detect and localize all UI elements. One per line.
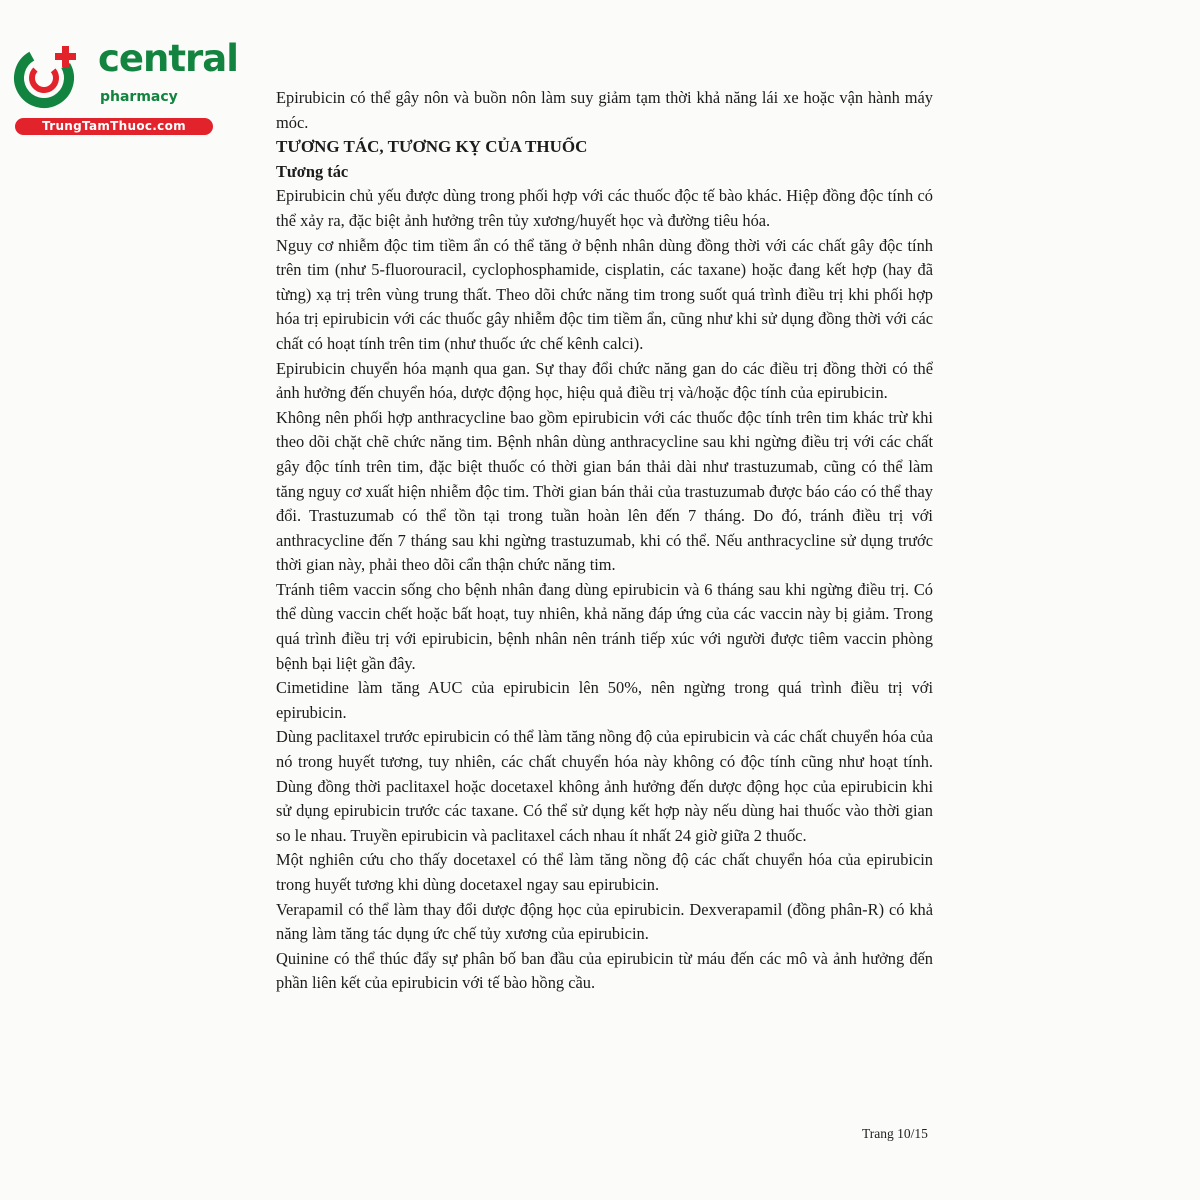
intro-paragraph: Epirubicin có thể gây nôn và buồn nôn làm suy giảm tạm thời khả năng lái xe hoặc vận hành máy móc. — [276, 88, 933, 132]
paragraph: Dùng paclitaxel trước epirubicin có thể làm tăng nồng độ của epirubicin và các chất chuyển hóa của nó trong huyết tương, tuy nhiên, các chất chuyển hóa này không có độc tính cũng như hoạt tính. Dùng đồng thời paclitaxel hoặc docetaxel không ảnh hưởng đến dược động học của epirubicin khi sử dụng epirubicin trước các taxane. Có thể sử dụng kết hợp này nếu dùng hai thuốc vào thời gian so le nhau. Truyền epirubicin và paclitaxel cách nhau ít nhất 24 giờ giữa 2 thuốc. — [276, 727, 933, 845]
central-pharmacy-logo — [10, 37, 238, 138]
pharmacy-cross-icon — [10, 40, 82, 112]
logo-subtitle: pharmacy — [100, 89, 178, 105]
paragraph: Một nghiên cứu cho thấy docetaxel có thể làm tăng nồng độ các chất chuyển hóa của epirubicin trong huyết tương khi dùng docetaxel ngay sau epirubicin. — [276, 850, 933, 894]
paragraph: Epirubicin chuyển hóa mạnh qua gan. Sự thay đổi chức năng gan do các điều trị đồng thời có thể ảnh hưởng đến chuyển hóa, dược động học, hiệu quả điều trị và/hoặc độc tính của epirubicin. — [276, 358, 933, 403]
paragraph: Epirubicin chủ yếu được dùng trong phối hợp với các thuốc độc tế bào khác. Hiệp đồng độc tính có thể xảy ra, đặc biệt ảnh hưởng trên tủy xương/huyết học và đường tiêu hóa. — [276, 186, 933, 230]
paragraph: Không nên phối hợp anthracycline bao gồm epirubicin với các thuốc độc tính trên tim khác trừ khi theo dõi chặt chẽ chức năng tim. Bệnh nhân dùng anthracycline sau khi ngừng điều trị với các chất gây độc tính trên tim, đặc biệt thuốc có thời gian bán thải dài như trastuzumab, cũng có thể làm tăng nguy cơ xuất hiện nhiễm độc tim. Thời gian bán thải của trastuzumab được báo cáo có thể thay đổi. Trastuzumab có thể tồn tại trong tuần hoàn lên đến 7 tháng. Do đó, tránh điều trị với anthracycline đến 7 tháng sau khi ngừng trastuzumab, khi có thể. Nếu anthracycline sử dụng trước thời gian này, phải theo dõi cẩn thận chức năng tim. — [276, 407, 933, 575]
page-number: Trang 10/15 — [862, 1126, 928, 1141]
subsection-title: Tương tác — [276, 161, 349, 181]
paragraph: Quinine có thể thúc đẩy sự phân bố ban đầu của epirubicin từ máu đến các mô và ảnh hưởng đến phần liên kết của epirubicin với tế bào hồng cầu. — [276, 948, 933, 993]
document-body — [276, 86, 933, 996]
paragraph: Verapamil có thể làm thay đổi dược động học của epirubicin. Dexverapamil (đồng phân-R) có khả năng làm tăng tác dụng ức chế tủy xương của epirubicin. — [276, 899, 933, 944]
logo-banner: TrungTamThuoc.com — [15, 118, 213, 135]
paragraph: Nguy cơ nhiễm độc tim tiềm ẩn có thể tăng ở bệnh nhân dùng đồng thời với các chất gây độc tính trên tim (như 5-fluorouracil, cyclophosphamide, cisplatin, các taxane) hoặc đang kết hợp (hay đã từng) xạ trị trên vùng trung thất. Theo dõi chức năng tim trong suốt quá trình điều trị khi phối hợp hóa trị epirubicin với các thuốc gây nhiễm độc tim tiềm ẩn, cũng như khi sử dụng đồng thời với các chất có hoạt tính trên tim (như thuốc ức chế kênh calci). — [276, 235, 933, 353]
paragraph: Tránh tiêm vaccin sống cho bệnh nhân đang dùng epirubicin và 6 tháng sau khi ngừng điều trị. Có thể dùng vaccin chết hoặc bất hoạt, tuy nhiên, khả năng đáp ứng của các vaccin này bị giảm. Trong quá trình điều trị với epirubicin, bệnh nhân nên tránh tiếp xúc với người được tiêm vaccin phòng bệnh bại liệt gần đây. — [276, 579, 933, 673]
paragraph: Cimetidine làm tăng AUC của epirubicin lên 50%, nên ngừng trong quá trình điều trị với epirubicin. — [276, 678, 933, 722]
section-title: TƯƠNG TÁC, TƯƠNG KỴ CỦA THUỐC — [276, 137, 588, 157]
logo-name: central — [98, 37, 238, 80]
